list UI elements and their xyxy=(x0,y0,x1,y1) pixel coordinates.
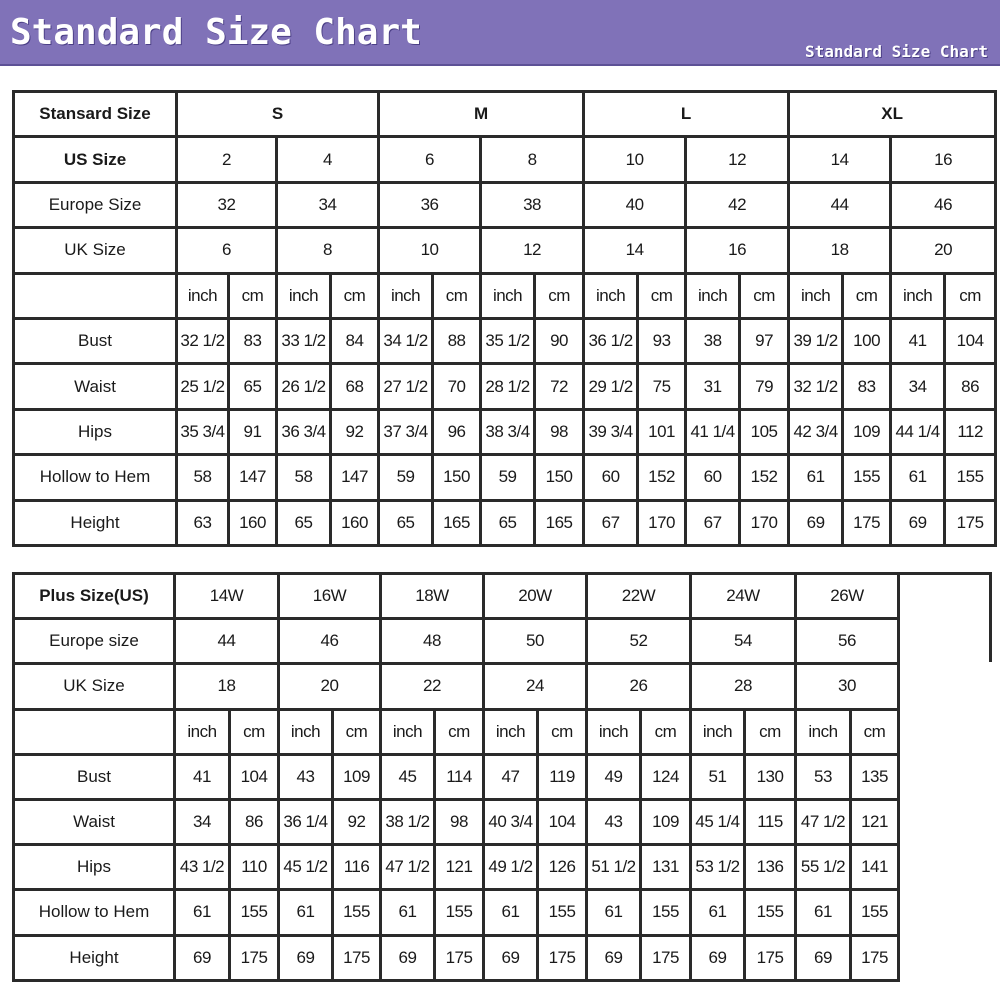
measurement-value: 38 3/4 xyxy=(481,409,535,454)
plus-table-blank-cell xyxy=(896,572,992,662)
measurement-value: 39 1/2 xyxy=(789,318,843,363)
measurement-value: 49 1/2 xyxy=(484,845,538,890)
measurement-value: 175 xyxy=(435,935,484,980)
measurement-value: 65 xyxy=(277,500,331,545)
measurement-value: 61 xyxy=(587,890,641,935)
measurement-value: 92 xyxy=(333,799,381,844)
size-value: 6 xyxy=(177,228,277,273)
measurement-value: 36 1/2 xyxy=(584,318,638,363)
unit-cm: cm xyxy=(538,709,587,754)
unit-cm: cm xyxy=(333,709,381,754)
measurement-value: 152 xyxy=(740,455,789,500)
size-value: 30 xyxy=(796,664,899,709)
measurement-value: 130 xyxy=(745,754,796,799)
size-value: 56 xyxy=(796,619,899,664)
measurement-value: 51 xyxy=(691,754,745,799)
measurement-row-waist xyxy=(14,364,996,409)
unit-inch: inch xyxy=(789,273,843,318)
measurement-value: 104 xyxy=(230,754,279,799)
measurement-label: Hollow to Hem xyxy=(14,455,177,500)
measurement-value: 68 xyxy=(331,364,379,409)
unit-cm: cm xyxy=(229,273,277,318)
measurement-value: 61 xyxy=(484,890,538,935)
size-value: 18 xyxy=(175,664,279,709)
measurement-value: 32 1/2 xyxy=(789,364,843,409)
measurement-label: Hips xyxy=(14,409,177,454)
measurement-value: 69 xyxy=(891,500,945,545)
unit-inch: inch xyxy=(587,709,641,754)
unit-cm: cm xyxy=(535,273,584,318)
measurement-value: 79 xyxy=(740,364,789,409)
plus-size-header: Plus Size(US) xyxy=(14,574,175,619)
size-value: 4 xyxy=(277,137,379,182)
measurement-value: 121 xyxy=(435,845,484,890)
measurement-value: 43 1/2 xyxy=(175,845,230,890)
size-group-m: M xyxy=(379,92,584,137)
measurement-value: 115 xyxy=(745,799,796,844)
size-group-xl: XL xyxy=(789,92,996,137)
measurement-value: 175 xyxy=(745,935,796,980)
unit-row-label xyxy=(14,709,175,754)
measurement-value: 40 3/4 xyxy=(484,799,538,844)
measurement-value: 31 xyxy=(686,364,740,409)
measurement-value: 83 xyxy=(229,318,277,363)
measurement-value: 61 xyxy=(175,890,230,935)
measurement-value: 61 xyxy=(789,455,843,500)
measurement-value: 131 xyxy=(641,845,691,890)
plus-size-value: 18W xyxy=(381,574,484,619)
measurement-value: 63 xyxy=(177,500,229,545)
measurement-value: 29 1/2 xyxy=(584,364,638,409)
measurement-value: 47 1/2 xyxy=(381,845,435,890)
unit-inch: inch xyxy=(175,709,230,754)
plus-size-value: 20W xyxy=(484,574,587,619)
measurement-value: 69 xyxy=(484,935,538,980)
size-value: 44 xyxy=(789,182,891,227)
measurement-value: 25 1/2 xyxy=(177,364,229,409)
unit-inch: inch xyxy=(379,273,433,318)
size-group-row xyxy=(14,92,996,137)
plus-size-value: 14W xyxy=(175,574,279,619)
measurement-value: 83 xyxy=(843,364,891,409)
size-value: 52 xyxy=(587,619,691,664)
measurement-value: 67 xyxy=(584,500,638,545)
unit-cm: cm xyxy=(745,709,796,754)
measurement-value: 126 xyxy=(538,845,587,890)
measurement-value: 33 1/2 xyxy=(277,318,331,363)
measurement-value: 150 xyxy=(433,455,481,500)
size-value: 12 xyxy=(481,228,584,273)
measurement-value: 28 1/2 xyxy=(481,364,535,409)
measurement-value: 155 xyxy=(538,890,587,935)
measurement-label: Waist xyxy=(14,364,177,409)
unit-inch: inch xyxy=(381,709,435,754)
size-value: 36 xyxy=(379,182,481,227)
measurement-value: 109 xyxy=(333,754,381,799)
standard-size-header: Stansard Size xyxy=(14,92,177,137)
plus-europe-row-label: Europe size xyxy=(14,619,175,664)
measurement-value: 49 xyxy=(587,754,641,799)
measurement-value: 45 xyxy=(381,754,435,799)
uk-size-row-label: UK Size xyxy=(14,228,177,273)
measurement-value: 26 1/2 xyxy=(277,364,331,409)
measurement-value: 69 xyxy=(691,935,745,980)
measurement-value: 35 3/4 xyxy=(177,409,229,454)
measurement-value: 32 1/2 xyxy=(177,318,229,363)
measurement-value: 60 xyxy=(686,455,740,500)
measurement-value: 175 xyxy=(851,935,899,980)
measurement-value: 60 xyxy=(584,455,638,500)
measurement-value: 53 1/2 xyxy=(691,845,745,890)
measurement-value: 155 xyxy=(843,455,891,500)
measurement-value: 175 xyxy=(230,935,279,980)
measurement-value: 47 1/2 xyxy=(796,799,851,844)
measurement-value: 110 xyxy=(230,845,279,890)
measurement-label: Height xyxy=(14,935,175,980)
measurement-label: Hips xyxy=(14,845,175,890)
unit-inch: inch xyxy=(277,273,331,318)
measurement-value: 70 xyxy=(433,364,481,409)
unit-cm: cm xyxy=(230,709,279,754)
standard-size-table xyxy=(12,90,997,547)
measurement-value: 58 xyxy=(177,455,229,500)
measurement-value: 84 xyxy=(331,318,379,363)
measurement-label: Waist xyxy=(14,799,175,844)
measurement-value: 69 xyxy=(789,500,843,545)
measurement-value: 147 xyxy=(331,455,379,500)
us-size-row xyxy=(14,137,996,182)
measurement-row-hips xyxy=(14,409,996,454)
measurement-value: 39 3/4 xyxy=(584,409,638,454)
size-value: 14 xyxy=(584,228,686,273)
measurement-value: 59 xyxy=(379,455,433,500)
measurement-value: 135 xyxy=(851,754,899,799)
plus-unit-row xyxy=(14,709,899,754)
measurement-value: 155 xyxy=(851,890,899,935)
plus-measurement-row-height xyxy=(14,935,899,980)
measurement-value: 165 xyxy=(535,500,584,545)
measurement-value: 61 xyxy=(381,890,435,935)
measurement-value: 116 xyxy=(333,845,381,890)
measurement-value: 41 xyxy=(891,318,945,363)
measurement-value: 88 xyxy=(433,318,481,363)
measurement-value: 112 xyxy=(945,409,996,454)
measurement-value: 155 xyxy=(945,455,996,500)
measurement-value: 43 xyxy=(587,799,641,844)
measurement-value: 150 xyxy=(535,455,584,500)
plus-size-value: 16W xyxy=(279,574,381,619)
measurement-value: 86 xyxy=(230,799,279,844)
measurement-value: 152 xyxy=(638,455,686,500)
measurement-value: 61 xyxy=(796,890,851,935)
measurement-value: 65 xyxy=(379,500,433,545)
measurement-value: 45 1/4 xyxy=(691,799,745,844)
measurement-value: 160 xyxy=(331,500,379,545)
measurement-value: 47 xyxy=(484,754,538,799)
measurement-value: 155 xyxy=(745,890,796,935)
size-value: 34 xyxy=(277,182,379,227)
measurement-value: 175 xyxy=(641,935,691,980)
plus-europe-row xyxy=(14,619,899,664)
measurement-value: 43 xyxy=(279,754,333,799)
plus-uk-row-label: UK Size xyxy=(14,664,175,709)
unit-inch: inch xyxy=(796,709,851,754)
measurement-value: 175 xyxy=(333,935,381,980)
measurement-value: 27 1/2 xyxy=(379,364,433,409)
measurement-value: 175 xyxy=(538,935,587,980)
measurement-value: 69 xyxy=(796,935,851,980)
us-size-row-label: US Size xyxy=(14,137,177,182)
size-value: 10 xyxy=(379,228,481,273)
size-value: 10 xyxy=(584,137,686,182)
measurement-value: 34 1/2 xyxy=(379,318,433,363)
plus-measurement-row-hips xyxy=(14,845,899,890)
measurement-value: 92 xyxy=(331,409,379,454)
measurement-value: 69 xyxy=(587,935,641,980)
measurement-value: 104 xyxy=(538,799,587,844)
size-value: 28 xyxy=(691,664,796,709)
measurement-value: 96 xyxy=(433,409,481,454)
measurement-value: 121 xyxy=(851,799,899,844)
measurement-value: 100 xyxy=(843,318,891,363)
plus-uk-row xyxy=(14,664,899,709)
unit-cm: cm xyxy=(435,709,484,754)
measurement-value: 105 xyxy=(740,409,789,454)
measurement-value: 90 xyxy=(535,318,584,363)
measurement-value: 61 xyxy=(691,890,745,935)
plus-size-table xyxy=(12,572,900,982)
measurement-row-bust xyxy=(14,318,996,363)
measurement-value: 114 xyxy=(435,754,484,799)
size-value: 46 xyxy=(891,182,996,227)
size-value: 8 xyxy=(277,228,379,273)
plus-size-value: 24W xyxy=(691,574,796,619)
measurement-value: 38 1/2 xyxy=(381,799,435,844)
unit-cm: cm xyxy=(843,273,891,318)
europe-size-row xyxy=(14,182,996,227)
unit-inch: inch xyxy=(686,273,740,318)
measurement-value: 35 1/2 xyxy=(481,318,535,363)
plus-size-value: 26W xyxy=(796,574,899,619)
measurement-value: 38 xyxy=(686,318,740,363)
plus-size-value: 22W xyxy=(587,574,691,619)
plus-size-row xyxy=(14,574,899,619)
measurement-value: 155 xyxy=(641,890,691,935)
measurement-value: 72 xyxy=(535,364,584,409)
measurement-value: 61 xyxy=(891,455,945,500)
unit-cm: cm xyxy=(851,709,899,754)
size-value: 22 xyxy=(381,664,484,709)
size-value: 46 xyxy=(279,619,381,664)
unit-inch: inch xyxy=(279,709,333,754)
size-value: 14 xyxy=(789,137,891,182)
unit-inch: inch xyxy=(584,273,638,318)
plus-measurement-row-bust xyxy=(14,754,899,799)
measurement-value: 45 1/2 xyxy=(279,845,333,890)
measurement-value: 51 1/2 xyxy=(587,845,641,890)
measurement-value: 165 xyxy=(433,500,481,545)
measurement-value: 34 xyxy=(891,364,945,409)
unit-cm: cm xyxy=(740,273,789,318)
page-title: Standard Size Chart xyxy=(10,12,422,53)
measurement-value: 42 3/4 xyxy=(789,409,843,454)
measurement-value: 160 xyxy=(229,500,277,545)
measurement-value: 65 xyxy=(481,500,535,545)
measurement-value: 36 1/4 xyxy=(279,799,333,844)
measurement-value: 155 xyxy=(230,890,279,935)
measurement-value: 86 xyxy=(945,364,996,409)
unit-cm: cm xyxy=(945,273,996,318)
measurement-value: 109 xyxy=(843,409,891,454)
measurement-value: 37 3/4 xyxy=(379,409,433,454)
plus-measurement-row-waist xyxy=(14,799,899,844)
title-banner xyxy=(0,0,1000,66)
unit-cm: cm xyxy=(331,273,379,318)
size-group-s: S xyxy=(177,92,379,137)
size-value: 6 xyxy=(379,137,481,182)
measurement-value: 141 xyxy=(851,845,899,890)
uk-size-row xyxy=(14,228,996,273)
size-value: 24 xyxy=(484,664,587,709)
measurement-value: 69 xyxy=(175,935,230,980)
unit-cm: cm xyxy=(638,273,686,318)
measurement-row-height xyxy=(14,500,996,545)
size-value: 38 xyxy=(481,182,584,227)
measurement-value: 98 xyxy=(435,799,484,844)
size-value: 18 xyxy=(789,228,891,273)
measurement-value: 61 xyxy=(279,890,333,935)
size-value: 2 xyxy=(177,137,277,182)
size-value: 50 xyxy=(484,619,587,664)
plus-measurement-row-hollow-to-hem xyxy=(14,890,899,935)
measurement-value: 34 xyxy=(175,799,230,844)
size-value: 20 xyxy=(891,228,996,273)
measurement-value: 136 xyxy=(745,845,796,890)
size-value: 12 xyxy=(686,137,789,182)
measurement-value: 58 xyxy=(277,455,331,500)
size-group-l: L xyxy=(584,92,789,137)
measurement-label: Bust xyxy=(14,754,175,799)
size-value: 16 xyxy=(891,137,996,182)
measurement-value: 104 xyxy=(945,318,996,363)
measurement-value: 44 1/4 xyxy=(891,409,945,454)
size-value: 8 xyxy=(481,137,584,182)
measurement-value: 41 xyxy=(175,754,230,799)
measurement-value: 65 xyxy=(229,364,277,409)
measurement-row-hollow-to-hem xyxy=(14,455,996,500)
measurement-value: 155 xyxy=(333,890,381,935)
measurement-value: 59 xyxy=(481,455,535,500)
measurement-value: 36 3/4 xyxy=(277,409,331,454)
unit-inch: inch xyxy=(177,273,229,318)
size-value: 44 xyxy=(175,619,279,664)
measurement-value: 75 xyxy=(638,364,686,409)
measurement-value: 67 xyxy=(686,500,740,545)
unit-inch: inch xyxy=(481,273,535,318)
measurement-label: Hollow to Hem xyxy=(14,890,175,935)
measurement-value: 155 xyxy=(435,890,484,935)
measurement-value: 147 xyxy=(229,455,277,500)
unit-row xyxy=(14,273,996,318)
measurement-value: 41 1/4 xyxy=(686,409,740,454)
unit-cm: cm xyxy=(641,709,691,754)
unit-row-label xyxy=(14,273,177,318)
measurement-value: 175 xyxy=(945,500,996,545)
size-value: 16 xyxy=(686,228,789,273)
europe-size-row-label: Europe Size xyxy=(14,182,177,227)
size-value: 48 xyxy=(381,619,484,664)
measurement-value: 170 xyxy=(740,500,789,545)
measurement-value: 55 1/2 xyxy=(796,845,851,890)
measurement-value: 170 xyxy=(638,500,686,545)
measurement-value: 124 xyxy=(641,754,691,799)
unit-inch: inch xyxy=(691,709,745,754)
measurement-value: 69 xyxy=(381,935,435,980)
measurement-value: 97 xyxy=(740,318,789,363)
measurement-value: 91 xyxy=(229,409,277,454)
unit-inch: inch xyxy=(891,273,945,318)
size-value: 20 xyxy=(279,664,381,709)
measurement-value: 109 xyxy=(641,799,691,844)
measurement-label: Height xyxy=(14,500,177,545)
measurement-value: 93 xyxy=(638,318,686,363)
size-value: 40 xyxy=(584,182,686,227)
measurement-label: Bust xyxy=(14,318,177,363)
size-value: 32 xyxy=(177,182,277,227)
measurement-value: 175 xyxy=(843,500,891,545)
measurement-value: 98 xyxy=(535,409,584,454)
size-value: 42 xyxy=(686,182,789,227)
banner-subtitle: Standard Size Chart xyxy=(804,42,988,61)
unit-cm: cm xyxy=(433,273,481,318)
measurement-value: 69 xyxy=(279,935,333,980)
size-value: 54 xyxy=(691,619,796,664)
size-value: 26 xyxy=(587,664,691,709)
measurement-value: 53 xyxy=(796,754,851,799)
unit-inch: inch xyxy=(484,709,538,754)
measurement-value: 101 xyxy=(638,409,686,454)
measurement-value: 119 xyxy=(538,754,587,799)
